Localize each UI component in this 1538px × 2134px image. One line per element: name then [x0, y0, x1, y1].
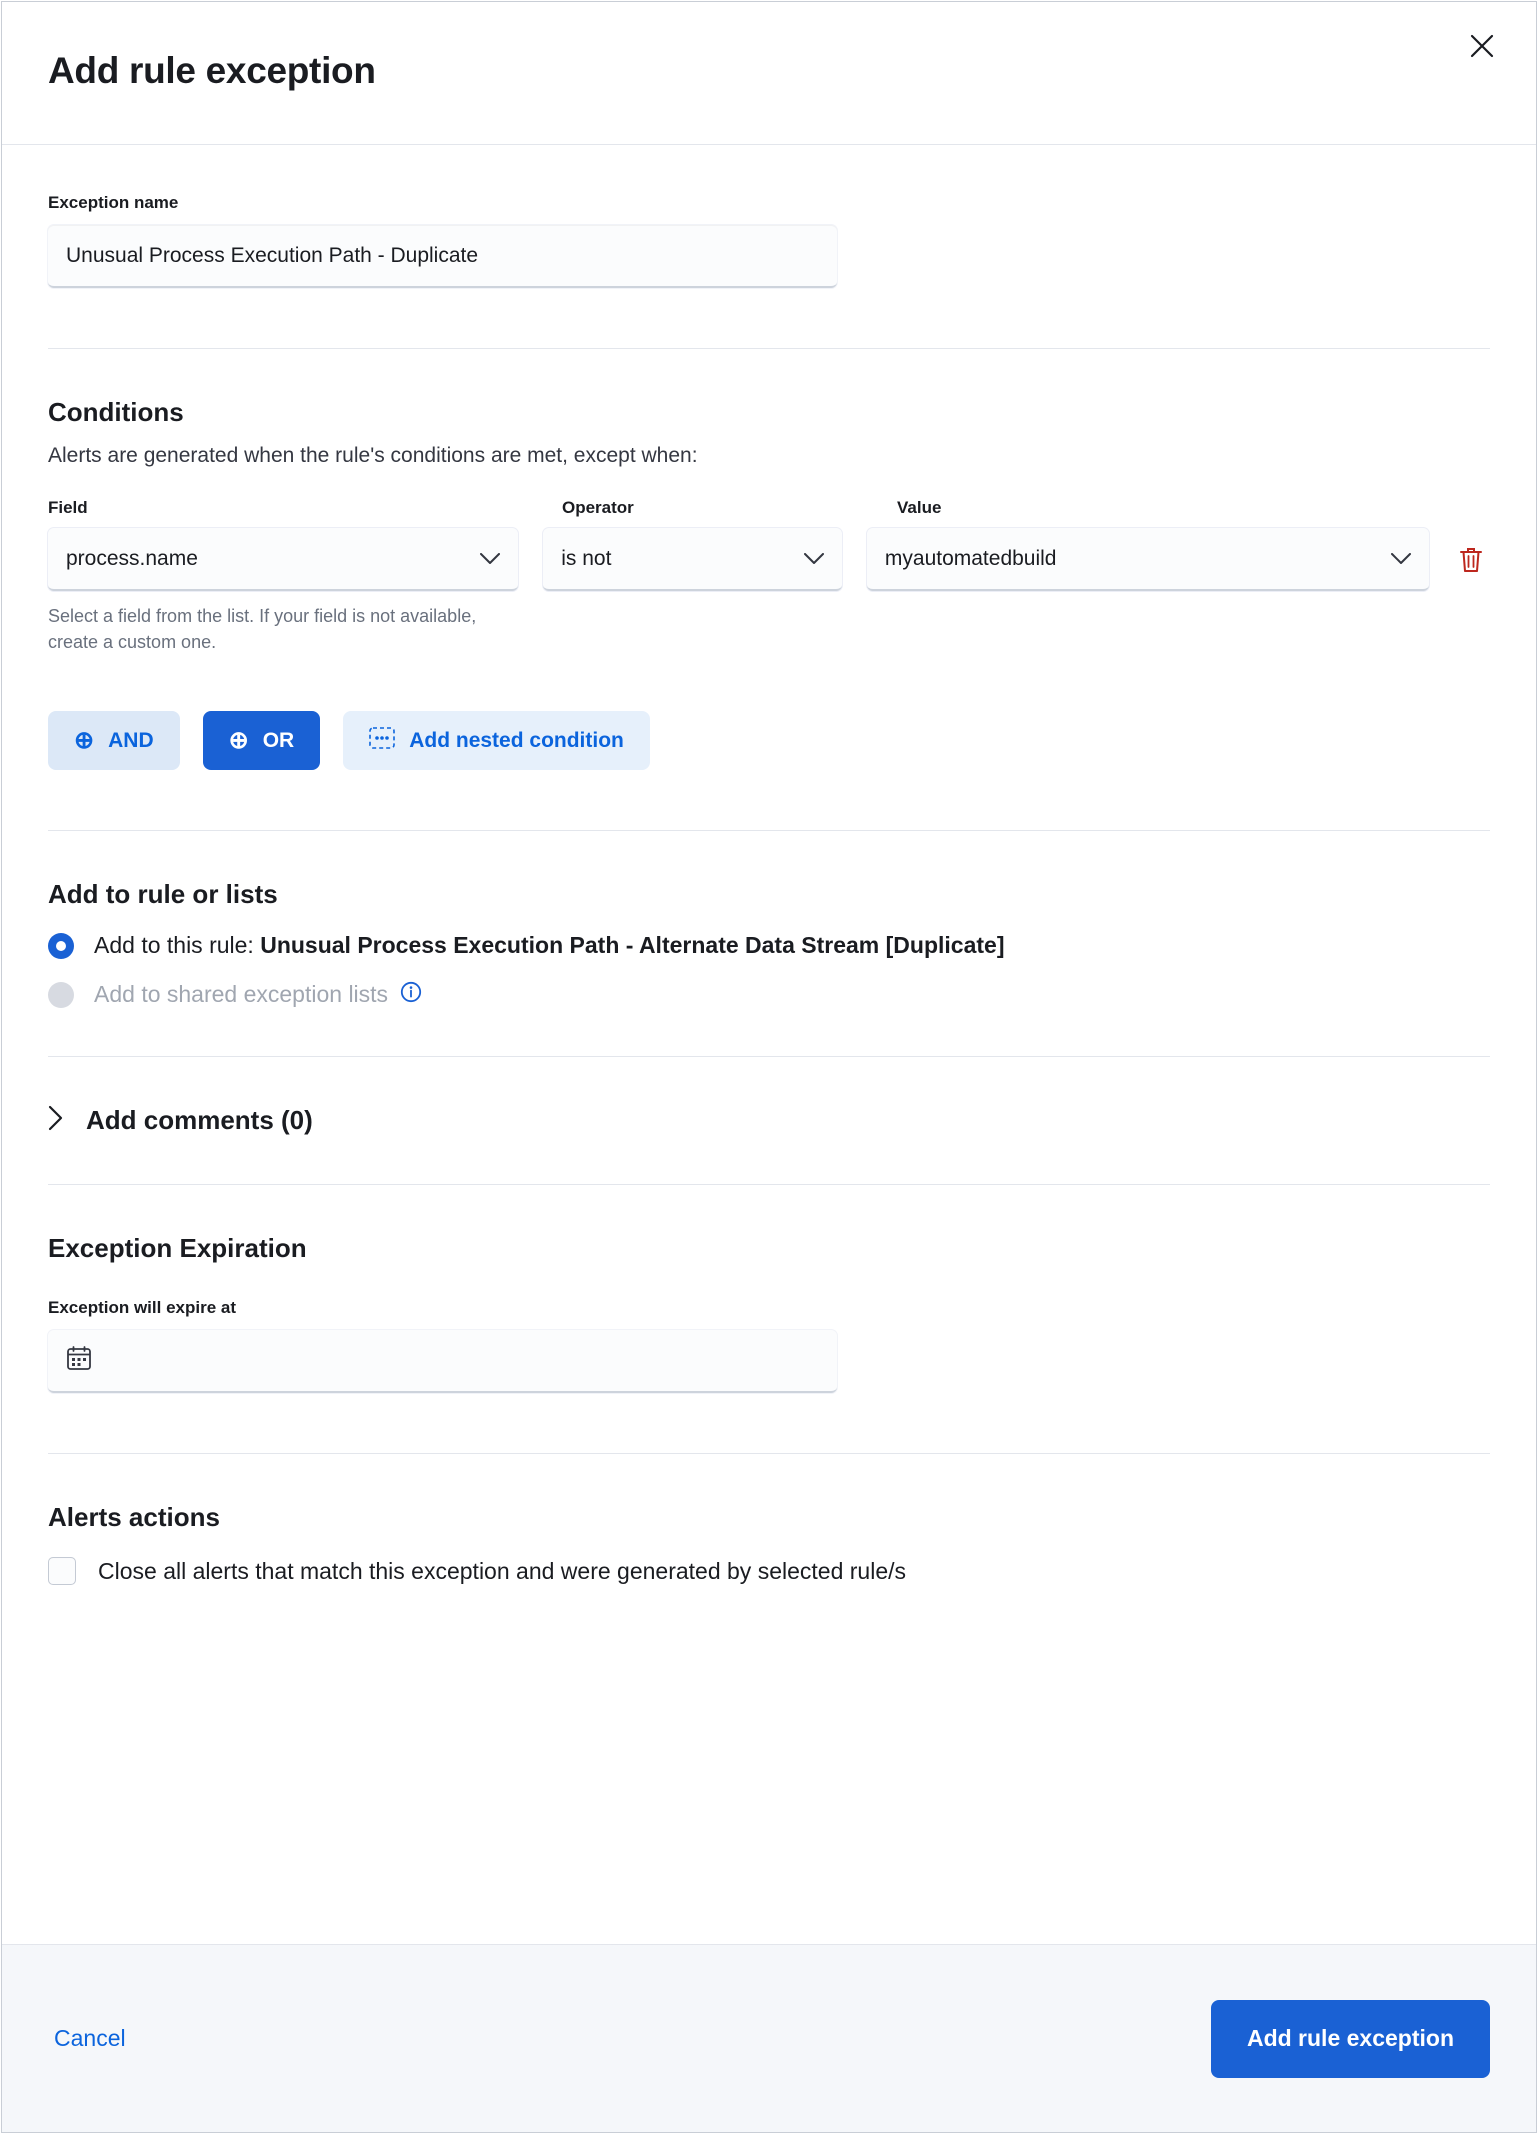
add-nested-condition-label: Add nested condition: [409, 728, 624, 752]
radio-add-to-this-rule-label: Add to this rule: Unusual Process Execution Path - Alternate Data Stream [Duplicate]: [94, 932, 1005, 959]
add-rule-exception-button[interactable]: Add rule exception: [1211, 2000, 1490, 2078]
field-column-label: Field: [48, 498, 88, 517]
conditions-title: Conditions: [48, 397, 184, 427]
add-and-button[interactable]: [48, 711, 180, 770]
exception-name-label: Exception name: [48, 193, 179, 212]
add-comments-accordion[interactable]: [48, 1105, 1490, 1136]
operator-column-label: Operator: [562, 498, 634, 517]
info-icon[interactable]: [400, 981, 422, 1008]
trash-icon[interactable]: [1451, 540, 1490, 580]
conditions-subtitle: Alerts are generated when the rule's conditions are met, except when:: [48, 444, 698, 467]
add-rule-exception-modal: [1, 1, 1537, 2133]
conditions-section: [48, 349, 1490, 830]
add-nested-condition-button[interactable]: [343, 711, 650, 770]
plus-circle-icon: ⊕: [74, 726, 95, 754]
cancel-button[interactable]: Cancel: [48, 2024, 132, 2053]
expire-at-date-input[interactable]: [48, 1330, 837, 1393]
add-comments-label: Add comments (0): [86, 1105, 313, 1136]
value-select[interactable]: [867, 528, 1429, 591]
exception-name-input[interactable]: [48, 225, 837, 288]
close-icon[interactable]: [1458, 22, 1506, 70]
radio-selected-icon: [48, 933, 74, 959]
close-alerts-checkbox[interactable]: [48, 1557, 76, 1585]
add-or-button-label: OR: [262, 728, 295, 752]
modal-body: [2, 145, 1536, 1944]
exception-name-section: [48, 145, 1490, 348]
close-alerts-checkbox-row[interactable]: [48, 1557, 1490, 1585]
operator-select-value: is not: [561, 546, 612, 570]
field-select-value: process.name: [66, 546, 198, 570]
field-help-text: Select a field from the list. If your field is not available, create a custom one.: [48, 606, 477, 653]
modal-header: [2, 2, 1536, 145]
calendar-icon: [66, 1345, 92, 1376]
condition-column-headers: [48, 498, 1490, 518]
operator-select[interactable]: [543, 528, 842, 591]
chevron-down-icon: [1391, 547, 1411, 571]
chevron-down-icon: [480, 547, 500, 571]
modal-footer: [2, 1944, 1536, 2132]
value-column-label: Value: [897, 498, 942, 517]
add-to-rule-title: Add to rule or lists: [48, 879, 278, 910]
value-select-value: myautomatedbuild: [884, 546, 1057, 570]
alerts-actions-title: Alerts actions: [48, 1502, 220, 1533]
radio-add-to-shared-lists-label: Add to shared exception lists: [94, 981, 389, 1008]
condition-row: [48, 528, 1490, 591]
page-title: Add rule exception: [48, 50, 376, 91]
comments-section: [48, 1057, 1490, 1184]
nested-brackets-icon: [369, 727, 395, 755]
add-to-rule-section: [48, 831, 1490, 1056]
add-and-button-label: AND: [108, 728, 154, 752]
radio-add-to-shared-lists[interactable]: [48, 981, 1490, 1008]
condition-buttons: [48, 711, 1490, 770]
chevron-down-icon: [804, 547, 824, 571]
plus-circle-icon: ⊕: [228, 726, 249, 754]
exception-expiration-section: [48, 1185, 1490, 1453]
exception-expiration-title: Exception Expiration: [48, 1233, 307, 1264]
alerts-actions-section: [48, 1454, 1490, 1585]
chevron-right-icon: [48, 1105, 64, 1136]
rule-name: Unusual Process Execution Path - Alternate Data Stream [Duplicate]: [260, 932, 1005, 959]
expire-at-label: Exception will expire at: [48, 1298, 237, 1318]
field-select[interactable]: [48, 528, 518, 591]
radio-add-to-this-rule[interactable]: [48, 932, 1490, 959]
radio-unselected-icon: [48, 982, 74, 1008]
close-alerts-checkbox-label: Close all alerts that match this exception and were generated by selected rule/s: [98, 1557, 906, 1584]
add-or-button[interactable]: [203, 711, 321, 770]
